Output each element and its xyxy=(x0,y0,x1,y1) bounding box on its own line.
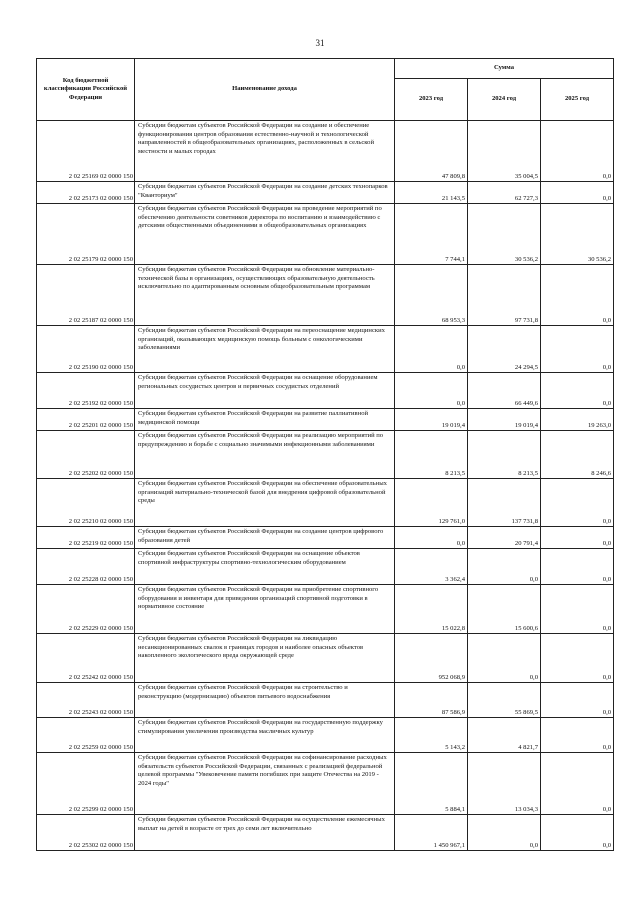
table-row xyxy=(37,204,614,265)
row-value-2025: 30 536,2 xyxy=(541,204,614,265)
row-value-2024: 19 019,4 xyxy=(468,409,541,431)
row-value-2025: 0,0 xyxy=(541,527,614,549)
table-row xyxy=(37,683,614,718)
row-name: Субсидии бюджетам субъектов Российской Федерации на ликвидацию несанкционированных свалок в границах городов и наиболее опасных объектов накопленного экологического вреда окружающей среде xyxy=(135,634,395,683)
row-value-2025: 0,0 xyxy=(541,326,614,373)
header-year-2023: 2023 год xyxy=(395,79,468,121)
row-value-2024: 20 791,4 xyxy=(468,527,541,549)
row-value-2025: 0,0 xyxy=(541,373,614,409)
table-body xyxy=(37,121,614,851)
row-name: Субсидии бюджетам субъектов Российской Федерации на оснащение объектов спортивной инфраструктуры спортивно-технологическим оборудованием xyxy=(135,549,395,585)
row-code: 2 02 25210 02 0000 150 xyxy=(37,479,135,527)
row-name: Субсидии бюджетам субъектов Российской Федерации на обеспечение образовательных организаций материально-технической базой для внедрения цифровой образовательной среды xyxy=(135,479,395,527)
row-name: Субсидии бюджетам субъектов Российской Федерации на строительство и реконструкцию (модернизацию) объектов питьевого водоснабжения xyxy=(135,683,395,718)
row-value-2023: 0,0 xyxy=(395,527,468,549)
row-value-2025: 0,0 xyxy=(541,121,614,182)
table-row xyxy=(37,815,614,851)
row-code: 2 02 25243 02 0000 150 xyxy=(37,683,135,718)
row-name: Субсидии бюджетам субъектов Российской Федерации на реализацию мероприятий по предупреждению и борьбе с социально значимыми инфекционными заболеваниями xyxy=(135,431,395,479)
row-value-2023: 87 586,9 xyxy=(395,683,468,718)
row-value-2024: 0,0 xyxy=(468,815,541,851)
row-name: Субсидии бюджетам субъектов Российской Федерации на создание центров цифрового образования детей xyxy=(135,527,395,549)
row-name: Субсидии бюджетам субъектов Российской Федерации на осуществление ежемесячных выплат на детей в возрасте от трех до семи лет включительно xyxy=(135,815,395,851)
row-code: 2 02 25173 02 0000 150 xyxy=(37,182,135,204)
row-name: Субсидии бюджетам субъектов Российской Федерации на проведение мероприятий по обеспечению деятельности советников директора по воспитанию и взаимодействию с детскими общественными объединениями в общеобразовательных организациях xyxy=(135,204,395,265)
row-value-2024: 0,0 xyxy=(468,634,541,683)
row-value-2025: 0,0 xyxy=(541,479,614,527)
row-value-2023: 0,0 xyxy=(395,373,468,409)
row-value-2024: 8 213,5 xyxy=(468,431,541,479)
row-value-2025: 0,0 xyxy=(541,265,614,326)
header-year-2024: 2024 год xyxy=(468,79,541,121)
row-value-2023: 8 213,5 xyxy=(395,431,468,479)
row-value-2023: 952 068,9 xyxy=(395,634,468,683)
row-value-2025: 0,0 xyxy=(541,718,614,753)
row-value-2025: 0,0 xyxy=(541,753,614,815)
row-value-2024: 62 727,3 xyxy=(468,182,541,204)
row-code: 2 02 25192 02 0000 150 xyxy=(37,373,135,409)
row-value-2023: 47 809,8 xyxy=(395,121,468,182)
row-name: Субсидии бюджетам субъектов Российской Федерации на создание и обеспечение функционирования центров образования естественно-научной и технологической направленностей в общеобразовательных организациях, расположенных в сельской местности и малых городах xyxy=(135,121,395,182)
table-row xyxy=(37,718,614,753)
row-value-2024: 15 600,6 xyxy=(468,585,541,634)
row-name: Субсидии бюджетам субъектов Российской Федерации на переоснащение медицинских организаций, оказывающих медицинскую помощь больным с онкологическими заболеваниями xyxy=(135,326,395,373)
row-code: 2 02 25179 02 0000 150 xyxy=(37,204,135,265)
row-value-2023: 3 362,4 xyxy=(395,549,468,585)
row-name: Субсидии бюджетам субъектов Российской Федерации на государственную поддержку стимулирования увеличения производства масличных культур xyxy=(135,718,395,753)
row-value-2025: 0,0 xyxy=(541,585,614,634)
row-code: 2 02 25242 02 0000 150 xyxy=(37,634,135,683)
row-value-2024: 97 731,8 xyxy=(468,265,541,326)
row-name: Субсидии бюджетам субъектов Российской Федерации на развитие паллиативной медицинской помощи xyxy=(135,409,395,431)
row-value-2023: 129 761,0 xyxy=(395,479,468,527)
row-code: 2 02 25302 02 0000 150 xyxy=(37,815,135,851)
row-value-2023: 68 953,3 xyxy=(395,265,468,326)
table-header xyxy=(37,59,614,121)
table-row xyxy=(37,326,614,373)
row-value-2024: 24 294,5 xyxy=(468,326,541,373)
row-value-2025: 0,0 xyxy=(541,683,614,718)
table-row xyxy=(37,585,614,634)
table-row xyxy=(37,634,614,683)
table-row xyxy=(37,265,614,326)
row-name: Субсидии бюджетам субъектов Российской Федерации на обновление материально-технической базы в организациях, осуществляющих образовательную деятельность исключительно по адаптированным основным общеобразовательным программам xyxy=(135,265,395,326)
row-code: 2 02 25219 02 0000 150 xyxy=(37,527,135,549)
row-value-2024: 137 731,8 xyxy=(468,479,541,527)
row-value-2025: 0,0 xyxy=(541,549,614,585)
row-code: 2 02 25259 02 0000 150 xyxy=(37,718,135,753)
row-value-2023: 15 022,8 xyxy=(395,585,468,634)
row-value-2023: 7 744,1 xyxy=(395,204,468,265)
row-value-2025: 0,0 xyxy=(541,815,614,851)
row-name: Субсидии бюджетам субъектов Российской Федерации на создание детских технопарков "Кванториум" xyxy=(135,182,395,204)
table-row xyxy=(37,753,614,815)
table-row xyxy=(37,409,614,431)
table-row xyxy=(37,527,614,549)
row-value-2024: 55 869,5 xyxy=(468,683,541,718)
table-row xyxy=(37,479,614,527)
header-sum: Сумма xyxy=(395,59,614,79)
header-year-2025: 2025 год xyxy=(541,79,614,121)
row-code: 2 02 25229 02 0000 150 xyxy=(37,585,135,634)
row-value-2024: 35 004,5 xyxy=(468,121,541,182)
row-code: 2 02 25187 02 0000 150 xyxy=(37,265,135,326)
row-code: 2 02 25201 02 0000 150 xyxy=(37,409,135,431)
row-value-2024: 30 536,2 xyxy=(468,204,541,265)
row-value-2025: 0,0 xyxy=(541,182,614,204)
row-value-2023: 0,0 xyxy=(395,326,468,373)
row-code: 2 02 25202 02 0000 150 xyxy=(37,431,135,479)
row-value-2025: 19 263,0 xyxy=(541,409,614,431)
table-row xyxy=(37,121,614,182)
row-value-2025: 0,0 xyxy=(541,634,614,683)
row-value-2023: 21 143,5 xyxy=(395,182,468,204)
row-name: Субсидии бюджетам субъектов Российской Федерации на оснащение оборудованием региональных сосудистых центров и первичных сосудистых отделений xyxy=(135,373,395,409)
table-row xyxy=(37,182,614,204)
row-value-2023: 5 143,2 xyxy=(395,718,468,753)
revenue-table xyxy=(36,58,614,851)
row-value-2024: 0,0 xyxy=(468,549,541,585)
row-name: Субсидии бюджетам субъектов Российской Федерации на приобретение спортивного оборудования и инвентаря для приведения организаций спортивной подготовки в нормативное состояние xyxy=(135,585,395,634)
row-value-2024: 66 449,6 xyxy=(468,373,541,409)
table-row xyxy=(37,549,614,585)
row-code: 2 02 25169 02 0000 150 xyxy=(37,121,135,182)
row-name: Субсидии бюджетам субъектов Российской Федерации на софинансирование расходных обязательств субъектов Российской Федерации, связанных с реализацией федеральной целевой программы "Увековечение памяти погибших при защите Отечества на 2019 - 2024 годы" xyxy=(135,753,395,815)
page-number: 31 xyxy=(315,38,325,48)
row-value-2023: 19 019,4 xyxy=(395,409,468,431)
table-row xyxy=(37,431,614,479)
row-code: 2 02 25228 02 0000 150 xyxy=(37,549,135,585)
row-value-2023: 1 450 967,1 xyxy=(395,815,468,851)
row-value-2025: 8 246,6 xyxy=(541,431,614,479)
row-value-2024: 13 034,3 xyxy=(468,753,541,815)
header-code: Код бюджетной классификации Российской Федерации xyxy=(37,59,135,121)
row-code: 2 02 25299 02 0000 150 xyxy=(37,753,135,815)
table-row xyxy=(37,373,614,409)
header-name: Наименование дохода xyxy=(135,59,395,121)
row-value-2024: 4 821,7 xyxy=(468,718,541,753)
row-value-2023: 5 884,1 xyxy=(395,753,468,815)
row-code: 2 02 25190 02 0000 150 xyxy=(37,326,135,373)
